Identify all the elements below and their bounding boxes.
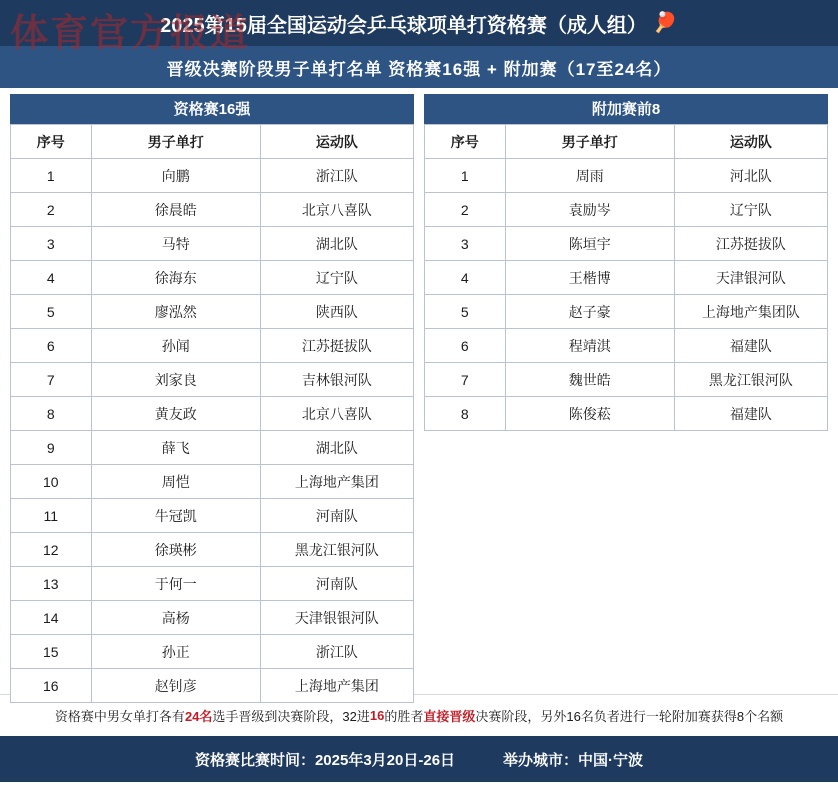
cell-no: 7 [425, 363, 506, 397]
cell-no: 14 [11, 601, 92, 635]
cell-player: 程靖淇 [505, 329, 674, 363]
cell-team: 湖北队 [260, 431, 413, 465]
table-row [425, 159, 828, 193]
cell-no: 9 [11, 431, 92, 465]
cell-player: 王楷博 [505, 261, 674, 295]
cell-no: 3 [11, 227, 92, 261]
cell-team: 湖北队 [260, 227, 413, 261]
cell-no: 4 [425, 261, 506, 295]
cell-no: 4 [11, 261, 92, 295]
cell-player: 徐海东 [91, 261, 260, 295]
cell-no: 8 [425, 397, 506, 431]
right-panel-heading: 附加赛前8 [424, 94, 828, 124]
table-row [11, 669, 414, 703]
cell-no: 15 [11, 635, 92, 669]
cell-team: 北京八喜队 [260, 397, 413, 431]
cell-player: 陈垣宇 [505, 227, 674, 261]
table-row [11, 363, 414, 397]
cell-team: 浙江队 [260, 635, 413, 669]
cell-no: 5 [11, 295, 92, 329]
column-header-no: 序号 [425, 125, 506, 159]
table-header-row [425, 125, 828, 159]
note-part-3: 的胜者 [384, 709, 424, 724]
watermark-text: 体育官方报道 [10, 13, 251, 55]
page-subtitle: 晋级决赛阶段男子单打名单 资格赛16强 + 附加赛（17至24名） [0, 46, 838, 88]
left-panel-heading: 资格赛16强 [10, 94, 414, 124]
cell-team: 辽宁队 [260, 261, 413, 295]
note-part-4: 决赛阶段，另外16名负者进行一轮附加赛获得8个名额 [475, 709, 784, 724]
note-highlight-3: 直接晋级 [423, 709, 476, 724]
cell-team: 陕西队 [260, 295, 413, 329]
cell-player: 徐瑛彬 [91, 533, 260, 567]
column-header-player: 男子单打 [91, 125, 260, 159]
cell-no: 3 [425, 227, 506, 261]
table-row [11, 567, 414, 601]
table-row [11, 159, 414, 193]
cell-player: 向鹏 [91, 159, 260, 193]
cell-player: 高杨 [91, 601, 260, 635]
host-city: 举办城市：中国·宁波 [503, 751, 644, 769]
cell-no: 7 [11, 363, 92, 397]
cell-player: 陈俊菘 [505, 397, 674, 431]
column-header-team: 运动队 [674, 125, 827, 159]
table-row [11, 431, 414, 465]
note-highlight-1: 24名 [184, 709, 213, 724]
note-highlight-2: 16 [369, 708, 385, 723]
cell-player: 周雨 [505, 159, 674, 193]
table-row [425, 329, 828, 363]
cell-player: 马特 [91, 227, 260, 261]
cell-player: 孙正 [91, 635, 260, 669]
page-title: 2025第15届全国运动会乒乓球项单打资格赛（成人组） [160, 14, 647, 37]
cell-no: 6 [425, 329, 506, 363]
cell-no: 13 [11, 567, 92, 601]
table-row [11, 397, 414, 431]
cell-player: 刘家良 [91, 363, 260, 397]
cell-team: 河南队 [260, 499, 413, 533]
table-row [11, 329, 414, 363]
table-row [11, 261, 414, 295]
table-row [425, 227, 828, 261]
table-row [425, 261, 828, 295]
cell-player: 赵钊彦 [91, 669, 260, 703]
left-table-body [11, 159, 414, 703]
cell-player: 魏世皓 [505, 363, 674, 397]
cell-no: 2 [425, 193, 506, 227]
right-panel [419, 88, 838, 694]
table-row [425, 193, 828, 227]
column-header-no: 序号 [11, 125, 92, 159]
cell-no: 10 [11, 465, 92, 499]
page-title-bar [0, 0, 838, 46]
cell-no: 1 [425, 159, 506, 193]
cell-no: 2 [11, 193, 92, 227]
cell-no: 1 [11, 159, 92, 193]
column-header-team: 运动队 [260, 125, 413, 159]
table-row [11, 193, 414, 227]
left-panel [0, 88, 419, 694]
table-row [11, 533, 414, 567]
competition-date: 资格赛比赛时间：2025年3月20日-26日 [194, 751, 456, 769]
playoff-top8-table [424, 124, 828, 431]
cell-team: 上海地产集团 [260, 465, 413, 499]
cell-no: 11 [11, 499, 92, 533]
note-part-1: 资格赛中男女单打各有 [54, 709, 185, 724]
cell-team: 福建队 [674, 397, 827, 431]
cell-team: 江苏挺拔队 [260, 329, 413, 363]
qualifier-top16-table [10, 124, 414, 703]
cell-team: 天津银河队 [674, 261, 827, 295]
cell-team: 河北队 [674, 159, 827, 193]
table-row [11, 295, 414, 329]
table-row [425, 363, 828, 397]
cell-player: 黄友政 [91, 397, 260, 431]
cell-team: 黑龙江银河队 [674, 363, 827, 397]
cell-team: 辽宁队 [674, 193, 827, 227]
table-row [11, 635, 414, 669]
cell-team: 河南队 [260, 567, 413, 601]
cell-no: 16 [11, 669, 92, 703]
cell-player: 廖泓然 [91, 295, 260, 329]
table-tennis-paddle-icon: 🏓 [652, 12, 678, 34]
cell-player: 孙闻 [91, 329, 260, 363]
cell-player: 周恺 [91, 465, 260, 499]
cell-no: 5 [425, 295, 506, 329]
table-row [11, 499, 414, 533]
tables-container [0, 88, 838, 694]
table-row [11, 227, 414, 261]
cell-team: 天津银银河队 [260, 601, 413, 635]
cell-player: 徐晨皓 [91, 193, 260, 227]
column-header-player: 男子单打 [505, 125, 674, 159]
cell-player: 袁励岑 [505, 193, 674, 227]
cell-team: 上海地产集团 [260, 669, 413, 703]
table-row [425, 397, 828, 431]
table-row [425, 295, 828, 329]
cell-player: 于何一 [91, 567, 260, 601]
cell-no: 12 [11, 533, 92, 567]
cell-team: 福建队 [674, 329, 827, 363]
table-header-row [11, 125, 414, 159]
table-row [11, 601, 414, 635]
cell-player: 牛冠凯 [91, 499, 260, 533]
cell-team: 江苏挺拔队 [674, 227, 827, 261]
cell-no: 8 [11, 397, 92, 431]
cell-team: 北京八喜队 [260, 193, 413, 227]
table-row [11, 465, 414, 499]
cell-team: 浙江队 [260, 159, 413, 193]
cell-team: 上海地产集团队 [674, 295, 827, 329]
right-table-body [425, 159, 828, 431]
cell-team: 吉林银河队 [260, 363, 413, 397]
note-part-2: 选手晋级到决赛阶段，32进 [212, 709, 370, 724]
footer-bar [0, 736, 838, 782]
cell-player: 薛飞 [91, 431, 260, 465]
cell-player: 赵子豪 [505, 295, 674, 329]
cell-no: 6 [11, 329, 92, 363]
cell-team: 黑龙江银河队 [260, 533, 413, 567]
